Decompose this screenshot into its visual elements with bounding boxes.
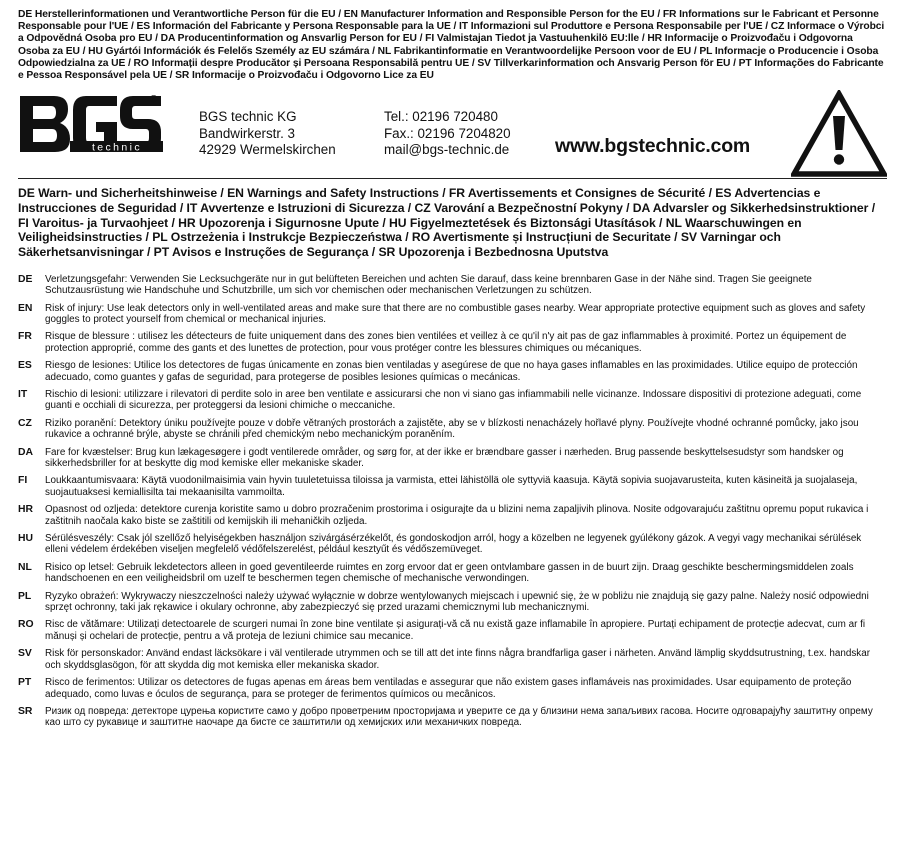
lang-code: CZ [18,417,32,429]
exclamation-triangle-icon [791,90,887,178]
warning-row-pl [18,591,887,614]
warning-text: Risk of injury: Use leak detectors only in well-ventilated areas and make sure that there are no combustible gases nearby. Wear appropriate protective equipment such as gloves and safety goggles to protect yourself from chemical or mechanical injuries. [45,302,866,325]
company-info-row [18,92,887,178]
warning-row-da [18,447,887,470]
warning-row-fr [18,331,887,354]
warning-text: Riziko poranění: Detektory úniku používejte pouze v dobře větraných prostorách a zajistěte, aby se v blízkosti nenacházely hořlavé plyny. Používejte vhodné ochranné pomůcky, jako jsou rukavice a ochranné brýle, abyste se chránili před chemickým nebo mechanickým poraněním. [45,417,859,441]
company-street: Bandwirkerstr. 3 [199,125,296,141]
lang-code: NL [18,561,32,573]
warning-text: Ryzyko obrażeń: Wykrywaczy nieszczelności należy używać wyłącznie w dobrze wentylowanych miejscach i upewnić się, że w pobliżu nie znajdują się gazy palne. Należy nosić odpowiedni sprzęt ochronny, taki jak rękawice i okulary ochronne, aby zabezpieczyć się przed urazami chemicznymi lub mechanicznymi. [45,590,869,614]
warning-row-it [18,389,887,412]
warning-text: Sérülésveszély: Csak jól szellőző helyiségekben használjon szivárgásérzékelőt, és gondoskodjon arról, hogy a közelben ne legyenek gyúlékony gázok. A vegyi vagy mechanikai sérülések elleni védelem érdekében viseljen megfelelő védőfelszerelést, például kesztyűt és védőszemüveget. [45,533,862,556]
warning-row-pt [18,677,887,700]
contact-mail: mail@bgs-technic.de [384,142,510,158]
warnings-header: DE Warn- und Sicherheitshinweise / EN Warnings and Safety Instructions / FR Avertissements et Consignes de Sécurité / ES Advertencias e Instrucciones de Seguridad / IT Avvertenze e Istruzioni di Sicurezza / CZ Varování a Bezpečnostní Pokyny / DA Advarsler og Sikkerhedsinstruktioner / FI Varoitus- ja Turvaohjeet / HR Upozorenja i Sigurnosne Upute / HU Figyelmeztetések és Biztonsági Utasítások / NL Waarschuwingen en Veiligheidsinstructies / PL Ostrzeżenia i Instrukcje Bezpieczeństwa / RO Avertismente și Instrucțiuni de Securitate / SV Varningar och Säkerhetsanvisningar / PT Avisos e Instruções de Segurança / SR Upozorenja i Bezbednosna Uputstva [18,186,876,260]
lang-code: ES [18,360,32,372]
warning-row-cz [18,418,887,441]
warning-row-sv [18,648,887,671]
logo-subtitle: technic [91,141,143,154]
warning-text: Riesgo de lesiones: Utilice los detectores de fugas únicamente en zonas bien ventiladas y asegúrese de que no haya gases inflamables en las proximidades. Utilice equipo de protección adecuado, como guantes y gafas de seguridad, para protegerse de posibles lesiones químicas o mecánicas. [45,360,858,383]
section-divider [18,178,887,179]
warning-text: Ризик од повреда: детекторе цурења користите само у добро проветреним просторијама и уверите се да у близини нема запаљивих гасова. Носите одговарајућу заштитну опрему као што су рукавице и заштитне наочаре да бисте се заштитили од хемијских или механичких повреда. [45,705,873,729]
contact-fax: Fax.: 02196 7204820 [384,125,511,141]
warning-row-en [18,303,887,326]
warning-text: Loukkaantumisvaara: Käytä vuodonilmaisimia vain hyvin tuuletetuissa tiloissa ja varmista, ettei lähistöllä ole syttyviä kaasuja. Käytä sopivia suojavarusteita, kuten käsineitä ja suojalaseja, suojautuaksesi kemiallisilta tai mekaanisilta vammoilta. [45,475,858,498]
lang-code: HR [18,504,34,516]
warning-text: Verletzungsgefahr: Verwenden Sie Lecksuchgeräte nur in gut belüfteten Bereichen und achten Sie darauf, dass keine brennbaren Gase in der Nähe sind. Tragen Sie geeignete Schutzausrüstung wie Handschuhe und Schutzbrille, um sich vor chemischen oder mechanischen Verletzungen zu schützen. [45,273,812,297]
warning-row-es [18,360,887,383]
lang-code: SR [18,705,33,717]
warning-row-de [18,274,887,297]
company-address [199,109,336,159]
lang-code: HU [18,533,34,545]
manufacturer-info-header: DE Herstellerinformationen und Verantwortliche Person für die EU / EN Manufacturer Information and Responsible Person for the EU / FR Informations sur le Fabricant et Personne Responsable pour l'UE / ES Información del Fabricante y Persona Responsable para la UE / IT Informazioni sul Produttore e Persona Responsabile per l'UE / CZ Informace o Výrobci a Odpovědná Osoba pro EU / DA Producentinformation og Ansvarlig Person for EU / FI Valmistajan Tiedot ja Vastuuhenkilö EU:lle / HR Informacije o Proizvođaču i Odgovorna Osoba za EU / HU Gyártói Információk és Felelős Személy az EU számára / NL Fabrikantinformatie en Verantwoordelijke Persoon voor de EU / PL Informacje o Producencie i Osoba Odpowiedzialna za UE / RO Informații despre Producător și Persoana Responsabilă pentru UE / SV Tillverkarinformation och Ansvarig Person för EU / PT Informações do Fabricante e Pessoa Responsável pela UE / SR Informacije o Proizvođaču i Odgovorno Lice za EU [18,9,885,82]
warning-row-ro [18,619,887,642]
contact-tel: Tel.: 02196 720480 [384,109,498,125]
warning-row-nl [18,562,887,585]
warning-row-hu [18,533,887,556]
warning-text: Fare for kvæstelser: Brug kun lækagesøgere i godt ventilerede områder, og sørg for, at der ikke er brændbare gasser i nærheden. Brug passende beskyttelsesudstyr som handsker og sikkerhedsbriller for at beskytte dig mod kemiske eller mekaniske skader. [45,446,844,470]
warning-text: Risc de vătămare: Utilizați detectoarele de scurgeri numai în zone bine ventilate și asigurați-vă că nu există gaze inflamabile în apropiere. Purtați echipament de protecție adecvat, cum ar fi mănuși și ochelari de protecție, pentru a vă proteja de leziuni chimice sau mecanice. [45,619,866,642]
warning-text: Rischio di lesioni: utilizzare i rilevatori di perdite solo in aree ben ventilate e assicurarsi che non vi siano gas infiammabili nelle vicinanze. Indossare dispositivi di protezione adeguati, come guanti e occhiali di sicurezza, per proteggersi da lesioni chimiche o meccaniche. [45,388,862,412]
company-name: BGS technic KG [199,109,297,125]
lang-code: FR [18,331,32,343]
lang-code: FI [18,475,28,487]
warning-row-fi [18,475,887,498]
lang-code: RO [18,619,34,631]
company-contact [384,109,511,159]
company-city: 42929 Wermelskirchen [199,142,336,158]
bgs-technic-logo [18,92,163,160]
warning-text: Risk för personskador: Använd endast läcksökare i väl ventilerade utrymmen och se till att det inte finns några brandfarliga gaser i närheten. Använd lämplig skyddsutrustning, t.ex. handskar och skyddsglasögon, för att skydda dig mot kemiska eller mekaniska skador. [45,648,871,671]
website-url: www.bgstechnic.com [555,135,751,158]
warnings-list [18,274,887,729]
lang-code: DA [18,446,34,458]
registered-mark: ® [150,94,158,106]
lang-code: IT [18,388,28,400]
lang-code: SV [18,648,32,660]
warning-text: Opasnost od ozljeda: detektore curenja koristite samo u dobro prozračenim prostorima i osigurajte da u blizini nema zapaljivih plinova. Nosite odgovarajuću zaštitnu opremu poput rukavica i zaštitnih naočala kako biste se zaštitili od kemijskih ili mehaničkih ozljeda. [45,504,869,527]
lang-code: PT [18,677,32,689]
lang-code: DE [18,273,33,285]
warning-row-hr [18,504,887,527]
lang-code: PL [18,590,32,602]
warning-row-sr [18,706,887,729]
warning-text: Risico op letsel: Gebruik lekdetectors alleen in goed geventileerde ruimtes en zorg ervoor dat er geen ontvlambare gassen in de buurt zijn. Draag geschikte beschermingsmiddelen zoals handschoenen en een veiligheidsbril om uzelf te beschermen tegen chemische of mechanische verwondingen. [45,561,854,585]
warning-text: Risco de ferimentos: Utilizar os detectores de fugas apenas em áreas bem ventiladas e assegurar que não existem gases inflamáveis nas proximidades. Usar equipamento de proteção adequado, como luvas e óculos de segurança, para se proteger de ferimentos químicos ou mecânicos. [45,677,852,700]
lang-code: EN [18,302,33,314]
warning-text: Risque de blessure : utilisez les détecteurs de fuite uniquement dans des zones bien ventilées et veillez à ce qu'il n'y ait pas de gaz inflammables à proximité. Portez un équipement de protection approprié, comme des gants et des lunettes de protection, pour vous protéger contre les blessures chimiques ou mécaniques. [45,331,847,354]
